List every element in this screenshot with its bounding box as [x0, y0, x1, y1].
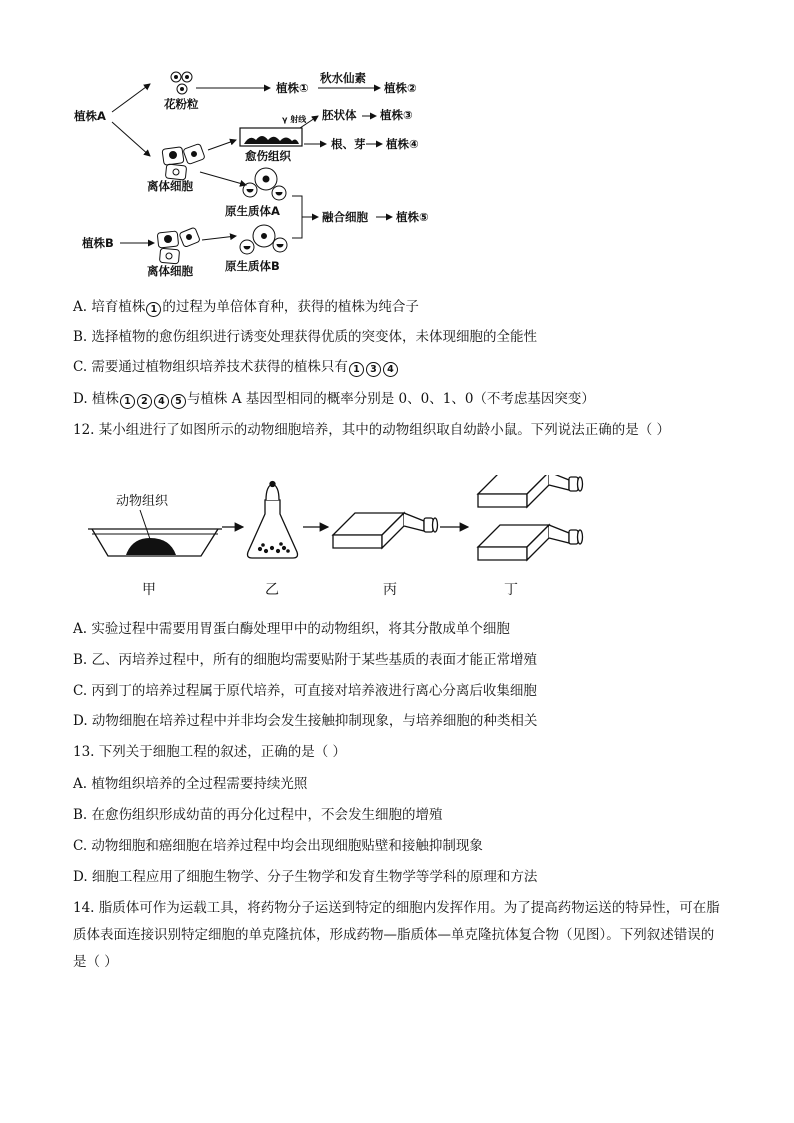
plant3-label: 植株③: [380, 108, 413, 122]
q11-option-c-prefix: C. 需要通过植物组织培养技术获得的植株只有: [73, 359, 348, 375]
figure-label-bing: 丙: [383, 582, 397, 598]
isolated-cells-top-label: 离体细胞: [147, 179, 193, 193]
q11-option-a: [73, 298, 419, 317]
fused-cell-label: 融合细胞: [322, 210, 368, 224]
q14-stem: 14. 脂质体可作为运载工具，将药物分子运送到特定的细胞内发挥作用。为了提高药物运送的特异性，可在脂质体表面连接识别特定细胞的单克隆抗体，形成药物—脂质体—单克隆抗体复合物（见图）。下列叙述错误的是（ ）: [73, 900, 720, 970]
plant-b-label: 植株B: [82, 236, 114, 250]
protoplast-b-label: 原生质体B: [225, 259, 280, 273]
q11-option-d-suffix: 与植株 A 基因型相同的概率分别是 0、0、1、0（不考虑基因突变）: [186, 391, 595, 407]
isolated-cells-bottom-icon: [157, 227, 200, 264]
culture-bottle-icon: [478, 525, 583, 560]
q11-option-a-prefix: A. 培育植株: [73, 299, 146, 315]
figure-label-jia: 甲: [142, 582, 156, 598]
conical-flask-icon: [248, 482, 298, 559]
q11-option-a-suffix: 的过程为单倍体育种，获得的植株为纯合子: [162, 299, 419, 315]
q11-option-b: B. 选择植物的愈伤组织进行诱变处理获得优质的突变体，未体现细胞的全能性: [73, 329, 538, 345]
figure-label-yi: 乙: [265, 582, 279, 598]
circled-number: 4: [383, 362, 398, 377]
animal-cell-culture-diagram: [85, 475, 605, 605]
protoplast-a-icon: [243, 168, 286, 200]
plant-a-label: 植株A: [74, 109, 106, 123]
gamma-ray-label: γ 射线: [282, 115, 307, 124]
culture-bottle-icon: [478, 475, 583, 507]
dish-with-tissue-icon: [88, 510, 222, 556]
circled-number: 3: [366, 362, 381, 377]
q11-option-c: [73, 358, 399, 377]
q11-option-d-prefix: D. 植株: [73, 391, 119, 407]
plant4-label: 植株④: [386, 137, 419, 151]
circled-number: 1: [120, 394, 135, 409]
q13-option-a: A. 植物组织培养的全过程需要持续光照: [73, 776, 308, 792]
plant5-label: 植株⑤: [396, 210, 429, 224]
plant2-label: 植株②: [384, 81, 417, 95]
circled-number: 2: [137, 394, 152, 409]
q11-option-d: [73, 390, 595, 409]
q12-option-b: B. 乙、丙培养过程中，所有的细胞均需要贴附于某些基质的表面才能正常增殖: [73, 652, 538, 668]
root-bud-label: 根、芽: [331, 137, 366, 151]
circled-number: 1: [349, 362, 364, 377]
plant1-label: 植株①: [276, 81, 309, 95]
q12-option-d: D. 动物细胞在培养过程中并非均会发生接触抑制现象，与培养细胞的种类相关: [73, 713, 538, 729]
q13-stem: 13. 下列关于细胞工程的叙述，正确的是（ ）: [73, 744, 347, 760]
isolated-cells-bottom-label: 离体细胞: [147, 264, 193, 278]
embryoid-label: 胚状体: [322, 108, 357, 122]
protoplast-b-icon: [240, 225, 287, 254]
pollen-grains-icon: [171, 72, 192, 94]
isolated-cells-top-icon: [162, 143, 205, 180]
figure-label-ding: 丁: [504, 582, 518, 598]
callus-dish-icon: [240, 128, 302, 146]
circled-number: 5: [171, 394, 186, 409]
q12-option-c: C. 丙到丁的培养过程属于原代培养，可直接对培养液进行离心分离后收集细胞: [73, 683, 537, 699]
pollen-label: 花粉粒: [164, 97, 199, 111]
q13-option-c: C. 动物细胞和癌细胞在培养过程中均会出现细胞贴壁和接触抑制现象: [73, 838, 483, 854]
animal-tissue-label: 动物组织: [116, 494, 169, 509]
q13-option-b: B. 在愈伤组织形成幼苗的再分化过程中，不会发生细胞的增殖: [73, 807, 443, 823]
circled-number: 1: [146, 302, 161, 317]
q12-option-a: A. 实验过程中需要用胃蛋白酶处理甲中的动物组织，将其分散成单个细胞: [73, 621, 510, 637]
protoplast-a-label: 原生质体A: [225, 204, 280, 218]
callus-label: 愈伤组织: [245, 149, 291, 163]
plant-breeding-diagram: [60, 60, 460, 285]
colchicine-label: 秋水仙素: [320, 71, 366, 85]
culture-bottle-icon: [333, 513, 438, 548]
circled-number: 4: [154, 394, 169, 409]
q12-stem: 12. 某小组进行了如图所示的动物细胞培养，其中的动物组织取自幼龄小鼠。下列说法正确的是（ ）: [73, 422, 671, 438]
q13-option-d: D. 细胞工程应用了细胞生物学、分子生物学和发育生物学等学科的原理和方法: [73, 869, 538, 885]
